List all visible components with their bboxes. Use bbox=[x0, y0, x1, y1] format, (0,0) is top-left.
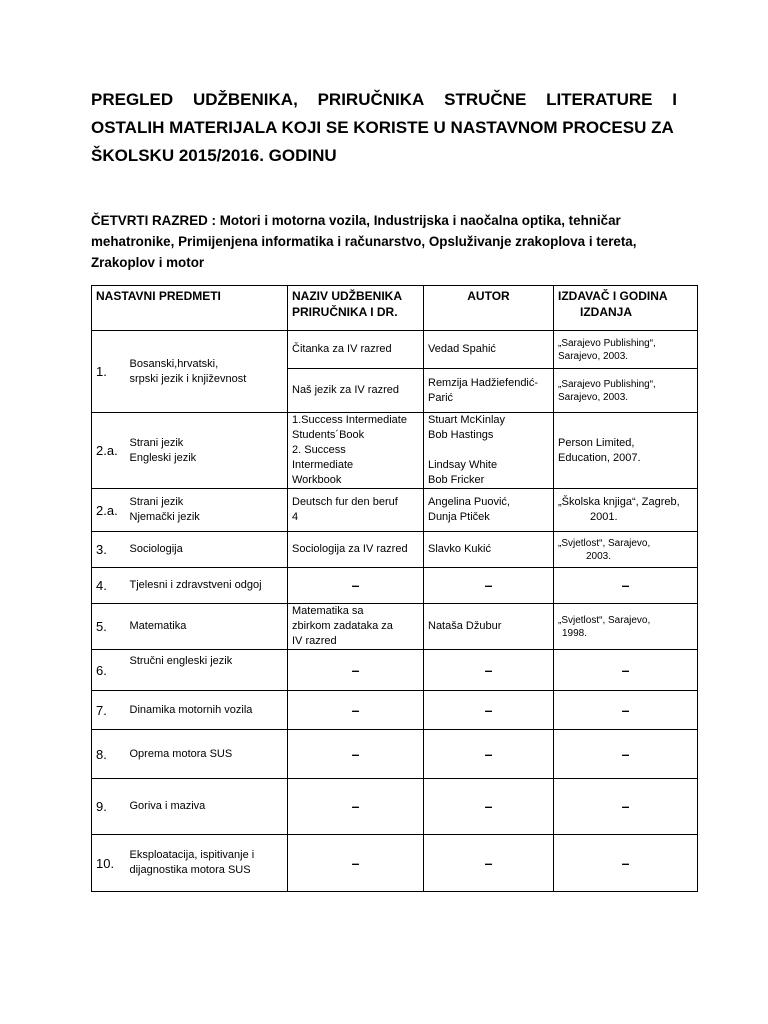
book-line: Workbook bbox=[292, 474, 342, 486]
row-number: 8. bbox=[92, 730, 126, 779]
publisher-cell bbox=[554, 489, 698, 532]
subject-line: dijagnostika motora SUS bbox=[129, 864, 251, 876]
book-cell: – bbox=[288, 730, 424, 779]
publisher-line: Sarajevo, 2003. bbox=[558, 391, 629, 403]
row-number: 2.a. bbox=[92, 489, 126, 532]
row-number: 9. bbox=[92, 779, 126, 835]
table-row bbox=[92, 835, 698, 892]
author-cell bbox=[424, 413, 554, 489]
book-cell: – bbox=[288, 568, 424, 604]
publisher-line: „Sarajevo Publishing“, bbox=[558, 378, 656, 390]
publisher-line: Education, 2007. bbox=[558, 451, 641, 464]
book-line: IV razred bbox=[292, 635, 337, 647]
book-line: zbirkom zadataka za bbox=[292, 620, 393, 632]
book-cell bbox=[288, 489, 424, 532]
row-number: 6. bbox=[92, 650, 126, 691]
table-header-row bbox=[92, 286, 698, 331]
publisher-cell: – bbox=[554, 730, 698, 779]
author-line: Remzija Hadžiefendić- bbox=[428, 376, 539, 389]
publisher-line: Person Limited, bbox=[558, 436, 635, 449]
title-line-3: ŠKOLSKU 2015/2016. GODINU bbox=[91, 146, 337, 165]
title-word: PREGLED bbox=[91, 90, 174, 109]
author-line: Dunja Ptiček bbox=[428, 511, 490, 523]
author-cell bbox=[424, 489, 554, 532]
author-line: Parić bbox=[428, 391, 454, 404]
subject-cell: Stručni engleski jezik bbox=[126, 650, 288, 691]
publisher-line: „Svjetlost“, Sarajevo, bbox=[558, 537, 651, 549]
author-line: Lindsay White bbox=[428, 459, 498, 471]
publisher-cell bbox=[554, 413, 698, 489]
publisher-line: 2003. bbox=[586, 550, 612, 562]
title-word: I bbox=[672, 90, 677, 109]
publisher-cell: – bbox=[554, 691, 698, 730]
class-heading-line-2: mehatronike, Primijenjena informatika i računarstvo, Opsluživanje zrakoplova i tereta, bbox=[91, 234, 637, 249]
publisher-cell bbox=[554, 369, 698, 413]
header-book bbox=[288, 286, 424, 331]
book-cell: Sociologija za IV razred bbox=[288, 532, 424, 568]
table-row bbox=[92, 568, 698, 604]
subject-line: srpski jezik i književnost bbox=[129, 372, 247, 385]
book-line: 2. Success bbox=[292, 444, 346, 456]
title-line-1 bbox=[91, 86, 677, 114]
table-row bbox=[92, 604, 698, 650]
subject-line: Strani jezik bbox=[129, 496, 184, 508]
table-row bbox=[92, 532, 698, 568]
subject-line: Engleski jezik bbox=[129, 451, 197, 464]
book-line: 4 bbox=[292, 511, 299, 523]
row-number: 10. bbox=[92, 835, 126, 892]
book-line: Students´Book bbox=[292, 429, 365, 441]
book-line: Intermediate bbox=[292, 459, 354, 471]
author-cell: – bbox=[424, 650, 554, 691]
title-word: LITERATURE bbox=[546, 90, 653, 109]
book-cell: – bbox=[288, 691, 424, 730]
class-heading-line-3: Zrakoplov i motor bbox=[91, 255, 205, 270]
subject-cell bbox=[126, 489, 288, 532]
subject-cell: Sociologija bbox=[126, 532, 288, 568]
subject-cell bbox=[126, 835, 288, 892]
book-cell: Naš jezik za IV razred bbox=[288, 369, 424, 413]
author-cell bbox=[424, 369, 554, 413]
document-title bbox=[91, 86, 677, 170]
header-book-line: NAZIV UDŽBENIKA bbox=[292, 289, 402, 303]
author-cell: – bbox=[424, 691, 554, 730]
row-number: 1. bbox=[92, 331, 126, 413]
author-cell: – bbox=[424, 730, 554, 779]
author-cell: – bbox=[424, 835, 554, 892]
subject-line: Njemački jezik bbox=[129, 511, 200, 523]
subject-cell bbox=[126, 331, 288, 413]
table-row bbox=[92, 779, 698, 835]
row-number: 4. bbox=[92, 568, 126, 604]
table-row bbox=[92, 730, 698, 779]
book-line: 1.Success Intermediate bbox=[292, 414, 407, 426]
publisher-line: „Školska knjiga“, Zagreb, bbox=[558, 496, 680, 508]
publisher-line: 1998. bbox=[562, 627, 588, 639]
author-line: Bob Fricker bbox=[428, 474, 485, 486]
table-row bbox=[92, 331, 698, 369]
header-publisher-line: IZDAVAČ I GODINA bbox=[558, 289, 668, 303]
publisher-cell: – bbox=[554, 835, 698, 892]
class-heading bbox=[91, 210, 681, 273]
publisher-cell bbox=[554, 532, 698, 568]
title-word: STRUČNE bbox=[444, 90, 527, 109]
publisher-cell: – bbox=[554, 568, 698, 604]
book-cell: – bbox=[288, 650, 424, 691]
subject-cell bbox=[126, 413, 288, 489]
book-cell bbox=[288, 604, 424, 650]
textbook-table bbox=[91, 285, 698, 892]
book-cell: Čitanka za IV razred bbox=[288, 331, 424, 369]
publisher-line: 2001. bbox=[590, 511, 618, 523]
author-line: Angelina Puović, bbox=[428, 496, 510, 508]
subject-cell: Goriva i maziva bbox=[126, 779, 288, 835]
subject-cell: Oprema motora SUS bbox=[126, 730, 288, 779]
author-line: Stuart McKinlay bbox=[428, 414, 506, 426]
author-line: Bob Hastings bbox=[428, 429, 494, 441]
book-cell: – bbox=[288, 779, 424, 835]
header-publisher-line: IZDANJA bbox=[580, 305, 633, 319]
book-cell: – bbox=[288, 835, 424, 892]
book-cell bbox=[288, 413, 424, 489]
author-cell: – bbox=[424, 779, 554, 835]
publisher-line: Sarajevo, 2003. bbox=[558, 350, 629, 362]
book-line: Matematika sa bbox=[292, 605, 364, 617]
table-row bbox=[92, 691, 698, 730]
class-heading-line-1: ČETVRTI RAZRED : Motori i motorna vozila, Industrijska i naočalna optika, tehničar bbox=[91, 213, 621, 228]
header-subjects: NASTAVNI PREDMETI bbox=[92, 286, 288, 331]
subject-cell: Dinamika motornih vozila bbox=[126, 691, 288, 730]
row-number: 5. bbox=[92, 604, 126, 650]
row-number: 7. bbox=[92, 691, 126, 730]
table-row bbox=[92, 489, 698, 532]
table-row bbox=[92, 413, 698, 489]
publisher-cell bbox=[554, 604, 698, 650]
author-cell: Nataša Džubur bbox=[424, 604, 554, 650]
header-publisher bbox=[554, 286, 698, 331]
subject-cell: Tjelesni i zdravstveni odgoj bbox=[126, 568, 288, 604]
title-word: PRIRUČNIKA bbox=[317, 90, 425, 109]
publisher-line: „Sarajevo Publishing“, bbox=[558, 337, 656, 349]
book-line: Deutsch fur den beruf bbox=[292, 496, 398, 508]
title-word: UDŽBENIKA, bbox=[192, 90, 298, 109]
row-number: 2.a. bbox=[92, 413, 126, 489]
subject-line: Bosanski,hrvatski, bbox=[129, 357, 219, 370]
header-author: AUTOR bbox=[424, 286, 554, 331]
table-row bbox=[92, 650, 698, 691]
row-number: 3. bbox=[92, 532, 126, 568]
subject-line: Eksploatacija, ispitivanje i bbox=[129, 849, 255, 861]
publisher-cell: – bbox=[554, 650, 698, 691]
subject-cell: Matematika bbox=[126, 604, 288, 650]
publisher-cell bbox=[554, 331, 698, 369]
author-cell: Slavko Kukić bbox=[424, 532, 554, 568]
header-book-line: PRIRUČNIKA I DR. bbox=[292, 305, 398, 319]
publisher-line: „Svjetlost“, Sarajevo, bbox=[558, 614, 651, 626]
author-spacer bbox=[428, 443, 549, 458]
title-line-2: OSTALIH MATERIJALA KOJI SE KORISTE U NASTAVNOM PROCESU ZA bbox=[91, 118, 674, 137]
author-cell: Vedad Spahić bbox=[424, 331, 554, 369]
subject-line: Strani jezik bbox=[129, 436, 184, 449]
author-cell: – bbox=[424, 568, 554, 604]
publisher-cell: – bbox=[554, 779, 698, 835]
